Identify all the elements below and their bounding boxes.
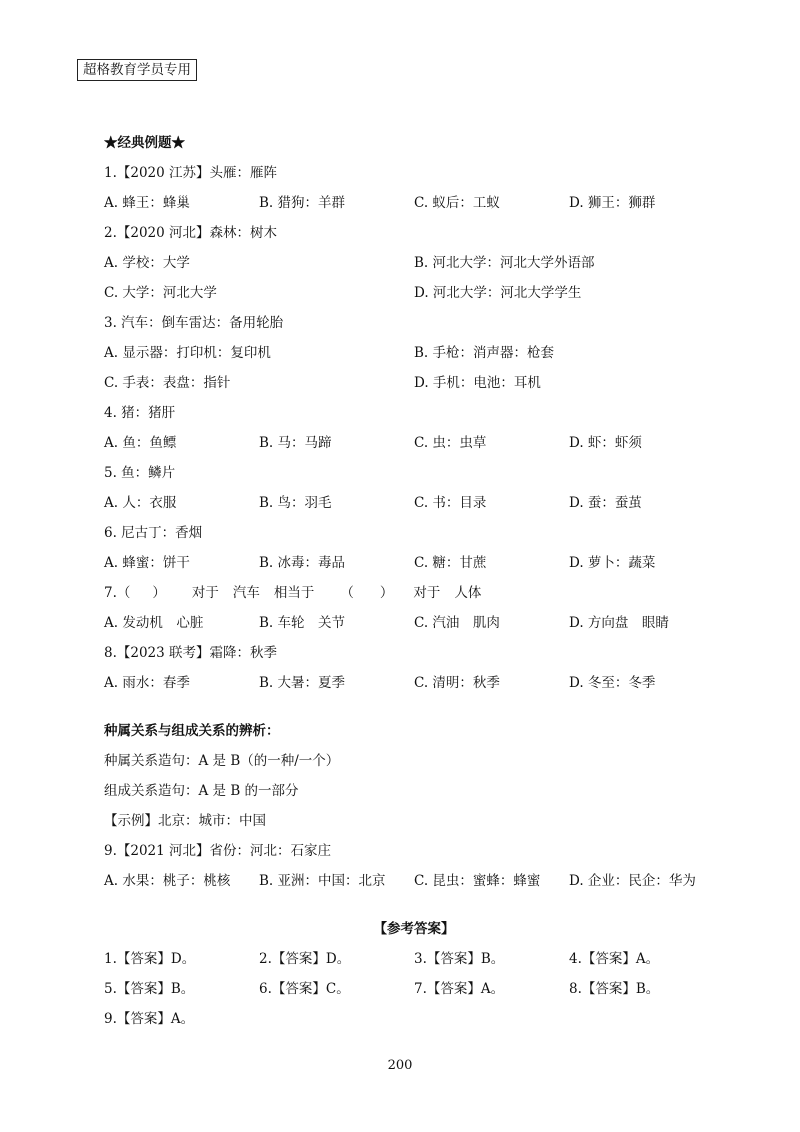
answer-item: 8.【答案】B。 [569, 981, 660, 997]
option-d: D. 冬至：冬季 [569, 675, 656, 691]
section-title: ★经典例题★ [104, 135, 185, 151]
answers-title: 【参考答案】 [373, 921, 455, 937]
option-a: A. 显示器：打印机：复印机 [104, 345, 271, 361]
answers-row-3 [104, 1004, 724, 1034]
option-c: C. 书：目录 [414, 495, 487, 511]
question-7-stem [104, 578, 724, 608]
answers-row-2 [104, 974, 724, 1004]
question-8-stem: 8.【2023 联考】霜降：秋季 [104, 645, 278, 661]
option-d: D. 企业：民企：华为 [569, 873, 696, 889]
stem-part: 对于 [413, 585, 441, 601]
question-2-stem: 2.【2020 河北】森林：树木 [104, 225, 278, 241]
answer-item: 9.【答案】A。 [104, 1011, 195, 1027]
question-6-stem: 6. 尼古丁：香烟 [104, 525, 203, 541]
question-6-options [104, 548, 724, 578]
option-b: B. 冰毒：毒品 [259, 555, 346, 571]
option-d: D. 河北大学：河北大学学生 [414, 285, 582, 301]
answer-item: 1.【答案】D。 [104, 951, 196, 967]
option-a: A. 雨水：春季 [104, 675, 190, 691]
option-c: C. 虫：虫草 [414, 435, 487, 451]
answer-item: 2.【答案】D。 [259, 951, 351, 967]
option-b: B. 马：马蹄 [259, 435, 332, 451]
question-5-stem: 5. 鱼：鳞片 [104, 465, 176, 481]
option-b: B. 手枪：消声器：枪套 [414, 345, 555, 361]
option-d: D. 手机：电池：耳机 [414, 375, 541, 391]
option-b: B. 猎狗：羊群 [259, 195, 346, 211]
option-a: A. 鱼：鱼鳔 [104, 435, 177, 451]
answer-item: 7.【答案】A。 [414, 981, 505, 997]
analysis-line-1: 种属关系造句：A 是 B（的一种/一个） [104, 753, 340, 769]
option-b: B. 大暑：夏季 [259, 675, 346, 691]
stem-part: 7.（ [104, 585, 131, 601]
question-9-options [104, 866, 724, 896]
option-a: A. 学校：大学 [104, 255, 190, 271]
option-c: C. 手表：表盘：指针 [104, 375, 231, 391]
spacer [104, 698, 724, 716]
question-9-stem: 9.【2021 河北】省份：河北：石家庄 [104, 843, 332, 859]
option-c: C. 昆虫：蜜蜂：蜂蜜 [414, 873, 541, 889]
option-a: A. 水果：桃子：桃核 [104, 873, 231, 889]
question-7-options [104, 608, 724, 638]
question-3-options-row2 [104, 368, 724, 398]
question-4-stem: 4. 猪：猪肝 [104, 405, 176, 421]
option-d: D. 萝卜：蔬菜 [569, 555, 656, 571]
option-d: D. 狮王：狮群 [569, 195, 656, 211]
option-c: C. 蚁后：工蚁 [414, 195, 500, 211]
question-1-options [104, 188, 724, 218]
option-d: D. 方向盘 眼睛 [569, 615, 669, 631]
question-1-stem: 1.【2020 江苏】头雁：雁阵 [104, 165, 278, 181]
option-a: A. 蜂蜜：饼干 [104, 555, 190, 571]
stem-part: 人体 [454, 585, 482, 601]
question-4-options [104, 428, 724, 458]
option-d: D. 虾：虾须 [569, 435, 642, 451]
question-2-options-row1 [104, 248, 724, 278]
answers-row-1 [104, 944, 724, 974]
stem-part: 对于 [191, 585, 219, 601]
option-a: A. 发动机 心脏 [104, 615, 204, 631]
question-3-options-row1 [104, 338, 724, 368]
question-2-options-row2 [104, 278, 724, 308]
option-c: C. 汽油 肌肉 [414, 615, 500, 631]
analysis-line-2: 组成关系造句：A 是 B 的一部分 [104, 783, 299, 799]
answer-item: 5.【答案】B。 [104, 981, 195, 997]
document-body [104, 128, 724, 1034]
page-number: 200 [387, 1058, 413, 1073]
option-c: C. 大学：河北大学 [104, 285, 217, 301]
question-8-options [104, 668, 724, 698]
option-c: C. 清明：秋季 [414, 675, 500, 691]
option-b: B. 亚洲：中国：北京 [259, 873, 386, 889]
stem-part: ） [379, 585, 394, 601]
answer-item: 6.【答案】C。 [259, 981, 350, 997]
option-c: C. 糖：甘蔗 [414, 555, 487, 571]
option-b: B. 鸟：羽毛 [259, 495, 332, 511]
analysis-title: 种属关系与组成关系的辨析： [104, 723, 280, 739]
question-5-options [104, 488, 724, 518]
stem-part: （ [340, 585, 354, 601]
answer-item: 4.【答案】A。 [569, 951, 660, 967]
option-b: B. 车轮 关节 [259, 615, 346, 631]
stem-part: 汽车 [232, 585, 260, 601]
option-b: B. 河北大学：河北大学外语部 [414, 255, 595, 271]
stem-part: ） [152, 585, 166, 601]
analysis-example: 【示例】北京：城市：中国 [104, 813, 266, 829]
stamp-label: 超格教育学员专用 [77, 59, 197, 81]
stem-part: 相当于 [273, 585, 315, 601]
option-d: D. 蚕：蚕茧 [569, 495, 642, 511]
question-3-stem: 3. 汽车：倒车雷达：备用轮胎 [104, 315, 284, 331]
spacer [104, 896, 724, 914]
option-a: A. 蜂王：蜂巢 [104, 195, 190, 211]
answer-item: 3.【答案】B。 [414, 951, 505, 967]
option-a: A. 人：衣服 [104, 495, 177, 511]
